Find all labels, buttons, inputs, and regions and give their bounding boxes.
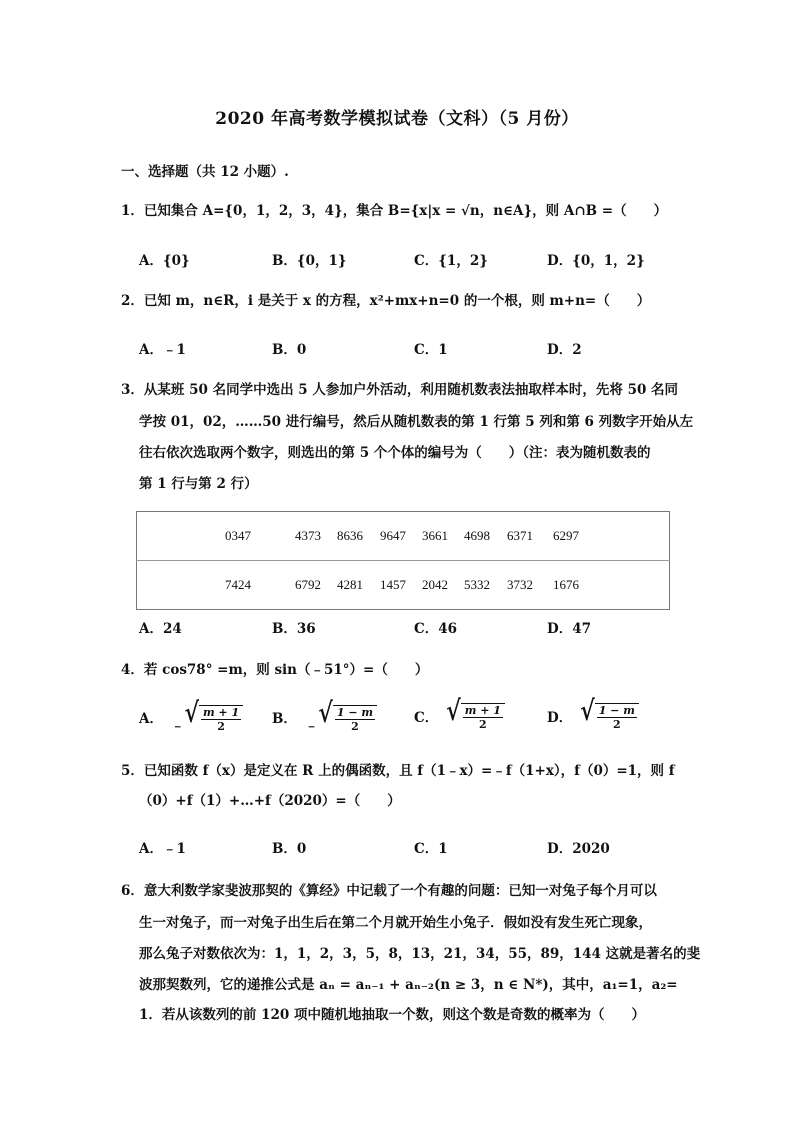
sqrt-fraction: √ $\frac{1 - m}{2}$ (318, 702, 377, 733)
sqrt-icon: √ (446, 694, 461, 728)
table-cell: 4281 (337, 577, 363, 592)
question-6-line-4: 波那契数列，它的递推公式是 aₙ = aₙ₋₁ + aₙ₋₂(n ≥ 3，n ∈ N*)，其中，a₁=1，a₂= (139, 977, 678, 993)
question-6-line-3: 那么兔子对数依次为：1，1，2，3，5，8，13，21，34，55，89，144 这就是著名的斐 (139, 946, 701, 962)
minus-sign: ﹣ (170, 718, 185, 734)
q5-option-c: C．1 (414, 841, 448, 857)
question-3-line-1: 3．从某班 50 名同学中选出 5 人参加户外活动，利用随机数表法抽取样本时，先将 50 名同 (121, 382, 679, 398)
table-cell: 2042 (422, 577, 448, 592)
table-cell: 1457 (380, 577, 406, 592)
option-label: B． (272, 711, 297, 727)
question-3-line-4: 第 1 行与第 2 行） (139, 476, 258, 492)
q3-option-d: D．47 (547, 621, 591, 637)
sqrt-fraction: √ $\frac{m + 1}{2}$ (184, 702, 243, 733)
q2-option-c: C．1 (414, 342, 448, 358)
q1-option-d: D．{0，1，2} (547, 253, 645, 269)
q4-option-b (272, 696, 377, 734)
sqrt-icon: √ (184, 696, 199, 729)
table-cell: 5332 (464, 577, 490, 592)
q3-option-c: C．46 (414, 621, 458, 637)
question-3-line-3: 往右依次选取两个数字，则选出的第 5 个个体的编号为（ ）（注：表为随机数表的 (139, 445, 651, 461)
question-6-line-5: 1．若从该数列的前 120 项中随机地抽取一个数，则这个数是奇数的概率为（ ） (139, 1007, 645, 1023)
q1-option-b: B．{0，1} (272, 253, 347, 269)
table-cell: 4373 (295, 528, 321, 543)
question-4-text: 4．若 cos78° =m，则 sin（﹣51°）=（ ） (121, 662, 429, 678)
q3-option-a: A．24 (139, 621, 182, 637)
section-heading: 一、选择题（共 12 小题）. (121, 164, 289, 180)
question-5-line-1: 5．已知函数 f（x）是定义在 R 上的偶函数，且 f（1﹣x）=﹣f（1+x），f（0）=1，则 f (121, 763, 675, 779)
sqrt-icon: √ (318, 696, 333, 729)
page-title: 2020 年高考数学模拟试卷（文科）（5 月份） (215, 109, 579, 129)
q5-option-a: A．﹣1 (139, 841, 186, 857)
minus-sign: ﹣ (304, 718, 319, 734)
table-cell: 8636 (337, 528, 363, 543)
question-2-text: 2．已知 m，n∈R，i 是关于 x 的方程，x²+mx+n=0 的一个根，则 m+n=（ ） (121, 293, 651, 309)
option-label: A． (139, 711, 163, 727)
sqrt-fraction: √ $\frac{m + 1}{2}$ (446, 700, 505, 731)
question-6-line-2: 生一对兔子，而一对兔子出生后在第二个月就开始生小兔子．假如没有发生死亡现象， (139, 915, 652, 931)
q5-option-b: B．0 (272, 841, 307, 857)
table-cell: 0347 (225, 528, 251, 543)
q3-option-b: B．36 (272, 621, 316, 637)
sqrt-fraction: √ $\frac{1 - m}{2}$ (580, 700, 639, 731)
table-cell: 6371 (507, 528, 533, 543)
q2-option-d: D．2 (547, 342, 582, 358)
option-label: D． (547, 709, 573, 726)
table-cell: 3732 (507, 577, 533, 592)
table-cell: 3661 (422, 528, 448, 543)
q5-option-d: D．2020 (547, 841, 610, 857)
table-row (137, 561, 669, 609)
table-cell: 1676 (553, 577, 579, 592)
question-5-line-2: （0）+f（1）+…+f（2020）=（ ） (139, 793, 401, 809)
q2-option-b: B．0 (272, 342, 307, 358)
table-cell: 6297 (553, 528, 579, 543)
q4-option-d (547, 694, 639, 731)
question-1-text: 1．已知集合 A={0，1，2，3，4}，集合 B={x|x = √n，n∈A}，则 A∩B =（ ） (121, 203, 668, 219)
option-label: C． (414, 709, 439, 726)
q4-option-a (139, 696, 243, 734)
table-cell: 4698 (464, 528, 490, 543)
question-3-line-2: 学按 01，02，……50 进行编号，然后从随机数表的第 1 行第 5 列和第 6 列数字开始从左 (139, 414, 694, 430)
table-cell: 7424 (225, 577, 251, 592)
sqrt-icon: √ (580, 694, 595, 728)
random-number-table (136, 511, 670, 610)
q4-option-c (414, 694, 505, 731)
question-6-line-1: 6．意大利数学家斐波那契的《算经》中记载了一个有趣的问题：已知一对兔子每个月可以 (121, 883, 657, 899)
table-cell: 9647 (380, 528, 406, 543)
q1-option-a: A．{0} (139, 253, 190, 269)
table-cell: 6792 (295, 577, 321, 592)
table-row (137, 512, 669, 560)
q2-option-a: A．﹣1 (139, 342, 186, 358)
q1-option-c: C．{1，2} (414, 253, 488, 269)
